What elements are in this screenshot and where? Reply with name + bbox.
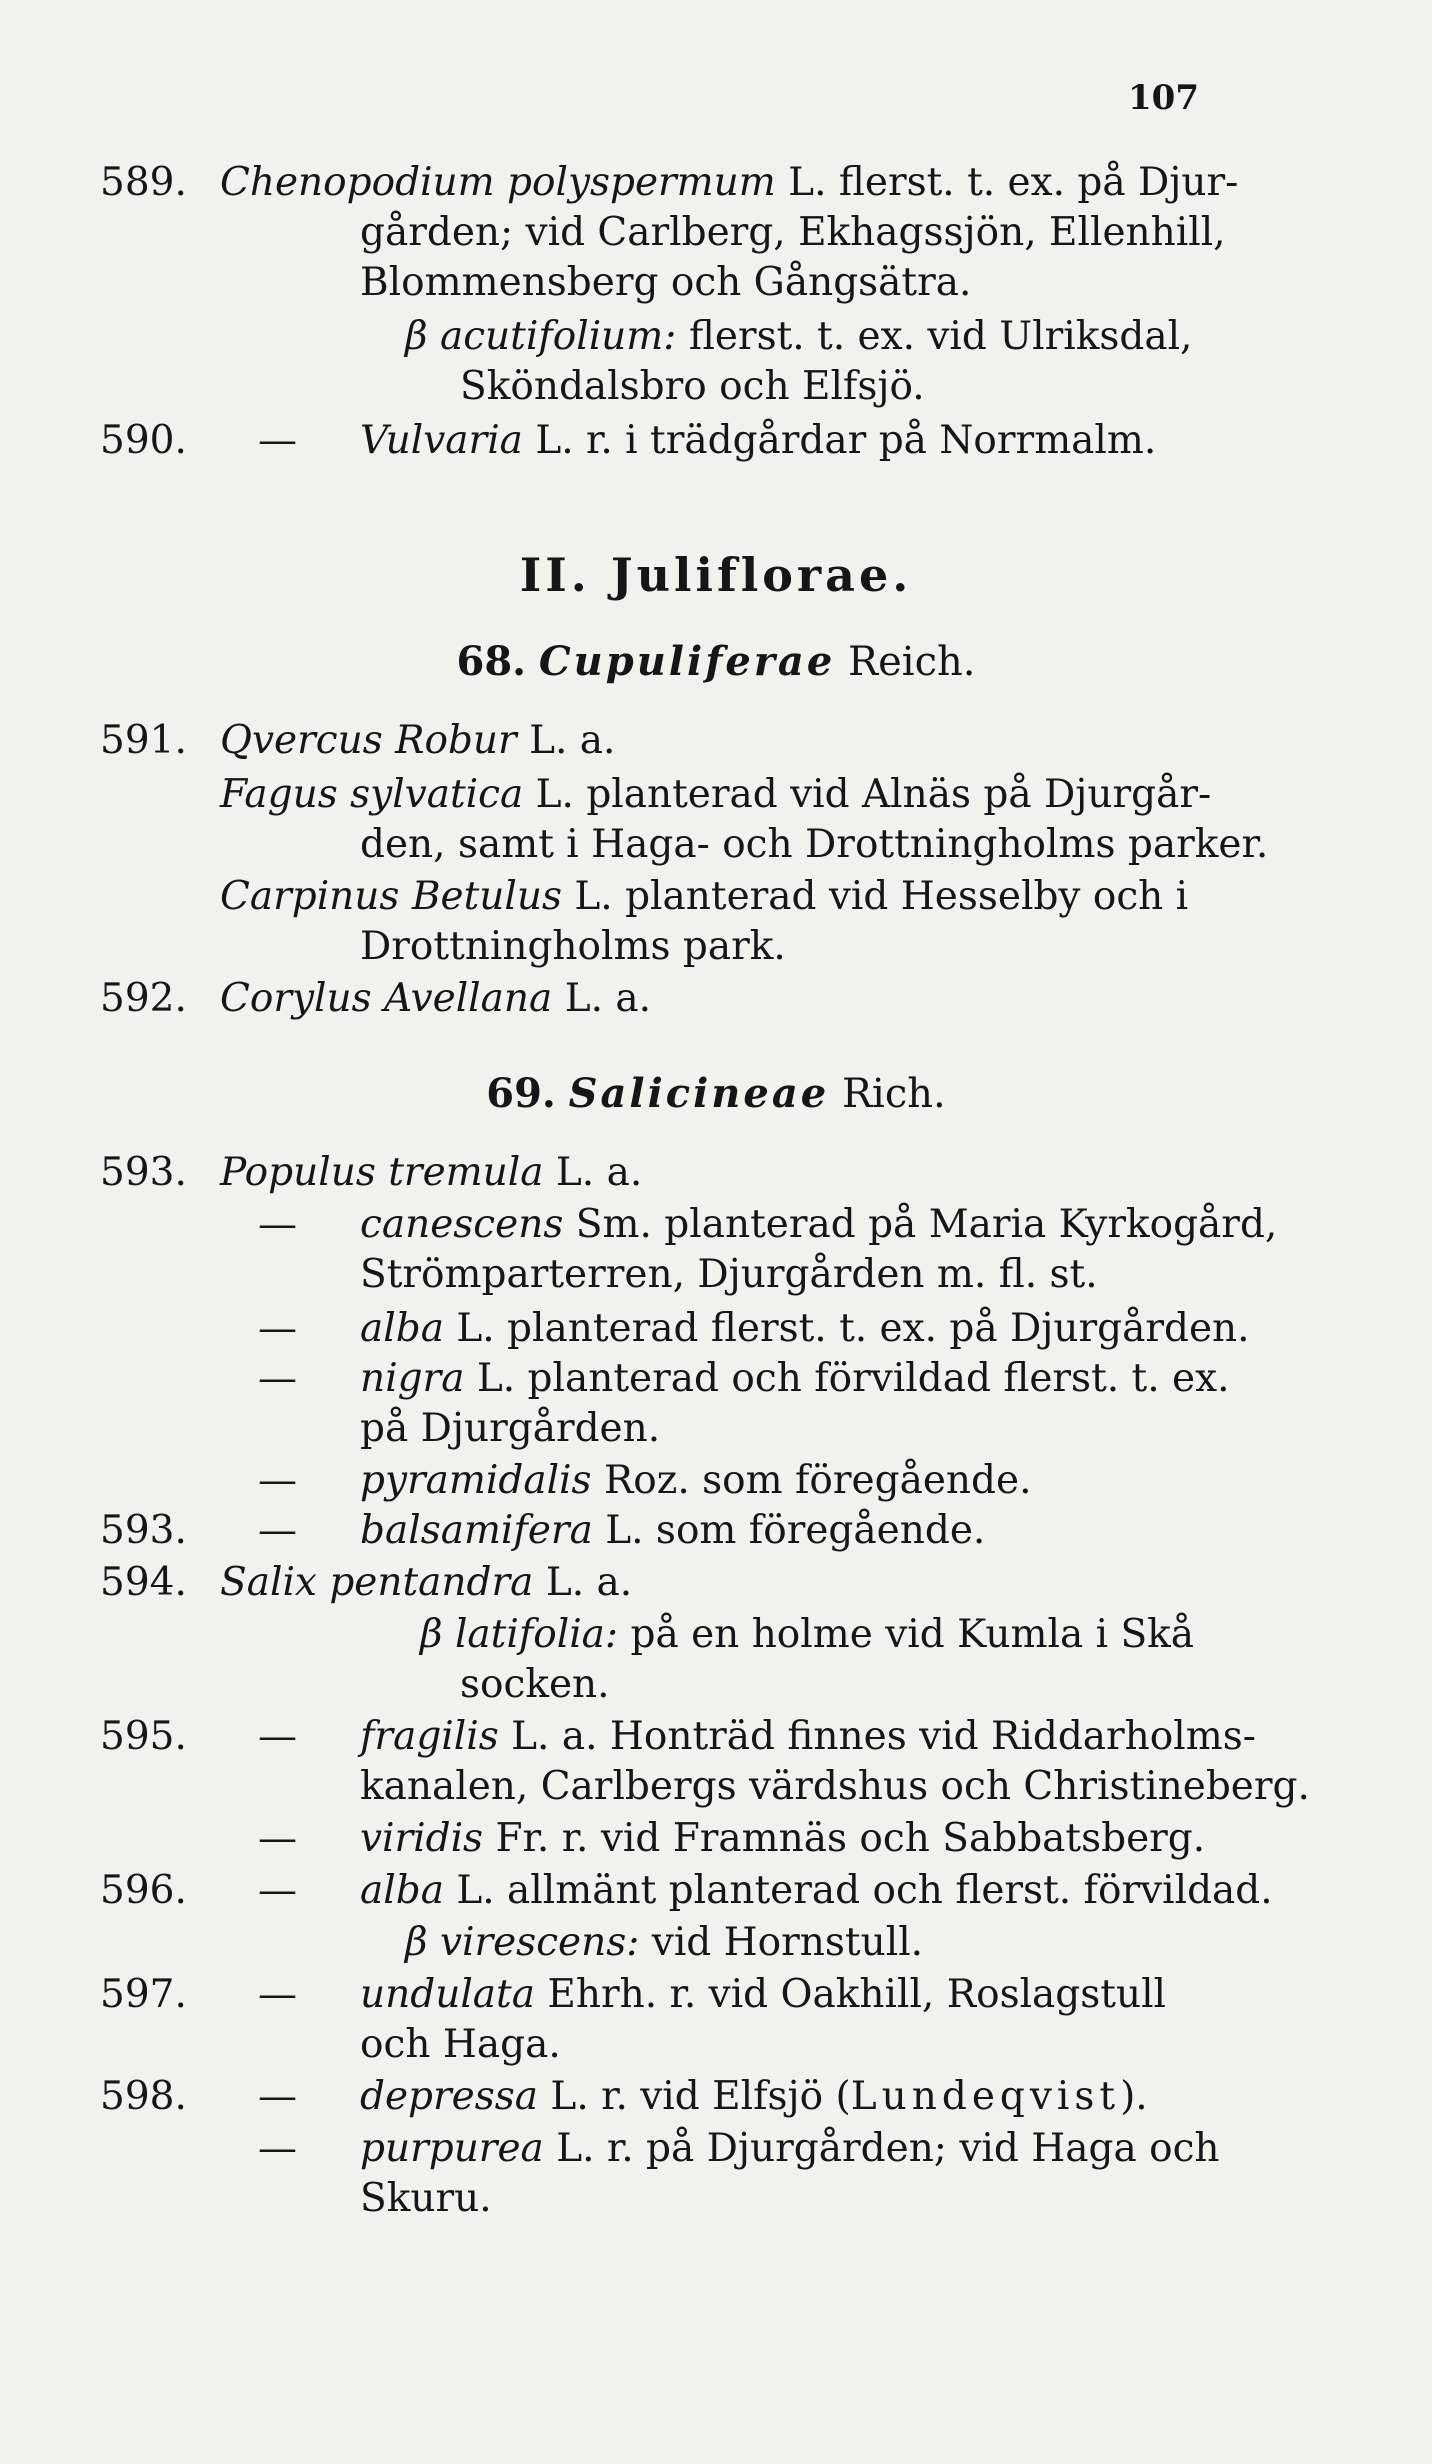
ditto-dash: — [258,418,297,463]
continuation-text: på Djurgården. [360,1406,661,1451]
ditto-dash: — [258,1458,297,1503]
entry-number: 591. [100,718,187,763]
entry-number: 593. [100,1150,187,1195]
ditto-dash: — [258,1714,297,1759]
species-text: alba L. planterad flerst. t. ex. på Djurgården. [360,1306,1250,1351]
ditto-dash: — [258,1508,297,1553]
continuation-text: Blommensberg och Gångsätra. [360,260,972,305]
entry-number: 597. [100,1972,187,2017]
species-text: Vulvaria L. r. i trädgårdar på Norrmalm. [360,418,1157,463]
continuation-text: och Haga. [360,2022,561,2067]
species-text: viridis Fr. r. vid Framnäs och Sabbatsberg. [360,1816,1206,1861]
ditto-dash: — [258,2126,297,2171]
ditto-dash: — [258,1972,297,2017]
section-heading: II. Juliflorae. [519,548,913,602]
variety-line: β virescens: vid Hornstull. [405,1920,924,1965]
entry-number: 589. [100,160,187,205]
entry-number: 596. [100,1868,187,1913]
entry-number: 594. [100,1560,187,1605]
entry-number: 590. [100,418,187,463]
entry-number: 598. [100,2074,187,2119]
species-text: nigra L. planterad och förvildad flerst. t. ex. [360,1356,1230,1401]
species-text: Populus tremula L. a. [220,1150,643,1195]
species-text: Corylus Avellana L. a. [220,976,652,1021]
species-text: Salix pentandra L. a. [220,1560,633,1605]
species-text: balsamifera L. som föregående. [360,1508,986,1553]
ditto-dash: — [258,1356,297,1401]
species-text: Qvercus Robur L. a. [220,718,616,763]
continuation-text: Strömparterren, Djurgården m. fl. st. [360,1252,1098,1297]
continuation-text: Sköndalsbro och Elfsjö. [460,364,925,409]
genus-name: Chenopodium polyspermum L. flerst. t. ex. på Djur- [220,160,1239,205]
ditto-dash: — [258,1306,297,1351]
species-text: depressa L. r. vid Elfsjö (Lundeqvist). [360,2074,1148,2119]
variety-line: β acutifolium: flerst. t. ex. vid Ulriksdal, [405,314,1193,359]
species-text: alba L. allmänt planterad och flerst. förvildad. [360,1868,1273,1913]
collector-name: Lundeqvist [850,2074,1121,2119]
entry-number: 595. [100,1714,187,1759]
family-heading: 68. Cupuliferae Reich. [456,638,976,685]
continuation-text: gården; vid Carlberg, Ekhagssjön, Ellenhill, [360,210,1226,255]
species-text: pyramidalis Roz. som föregående. [360,1458,1032,1503]
ditto-dash: — [258,1868,297,1913]
species-text: purpurea L. r. på Djurgården; vid Haga och [360,2126,1220,2171]
variety-line: β latifolia: på en holme vid Kumla i Skå [420,1612,1195,1657]
page-number: 107 [1128,78,1199,118]
family-heading: 69. Salicineae Rich. [486,1070,946,1117]
continuation-text: den, samt i Haga- och Drottningholms parker. [360,822,1269,867]
continuation-text: Drottningholms park. [360,924,786,969]
ditto-dash: — [258,2074,297,2119]
continuation-text: socken. [460,1662,610,1707]
species-text: undulata Ehrh. r. vid Oakhill, Roslagstull [360,1972,1167,2017]
species-text: canescens Sm. planterad på Maria Kyrkogård, [360,1202,1278,1247]
species-text: fragilis L. a. Honträd finnes vid Riddarholms- [360,1714,1256,1759]
ditto-dash: — [258,1202,297,1247]
ditto-dash: — [258,1816,297,1861]
entry-number: 592. [100,976,187,1021]
entry-number: 593. [100,1508,187,1553]
species-text: Carpinus Betulus L. planterad vid Hesselby och i [220,874,1189,919]
species-text: Fagus sylvatica L. planterad vid Alnäs på Djurgår- [220,772,1212,817]
continuation-text: Skuru. [360,2176,492,2221]
continuation-text: kanalen, Carlbergs värdshus och Christineberg. [360,1764,1310,1809]
